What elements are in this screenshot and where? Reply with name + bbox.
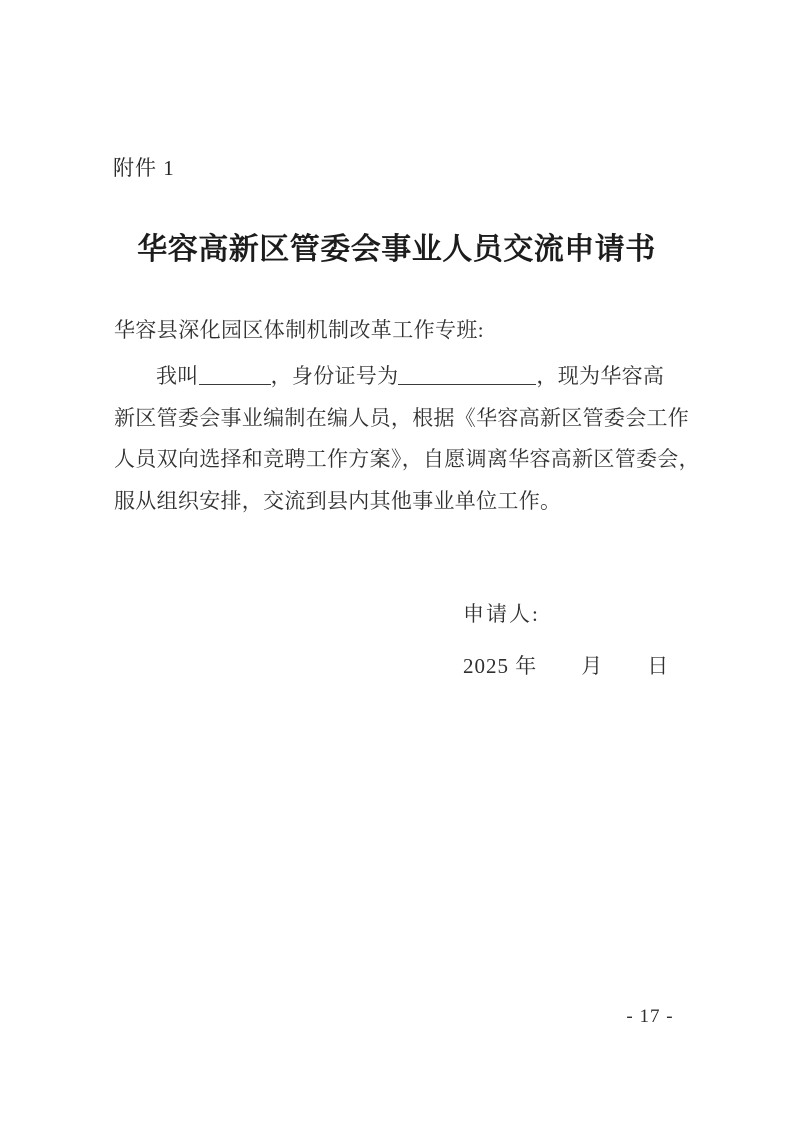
line1-text-before-name: 我叫: [156, 364, 199, 388]
attachment-label: 附件 1: [113, 156, 175, 180]
body-paragraph: [114, 356, 700, 522]
page-number: - 17 -: [626, 1006, 674, 1027]
salutation-line: 华容县深化园区体制机制改革工作专班:: [114, 318, 485, 342]
paragraph-line-1: [114, 356, 690, 398]
paragraph-line-3: 人员双向选择和竞聘工作方案》，自愿调离华容高新区管委会，: [114, 447, 700, 471]
paragraph-line-4: 服从组织安排，交流到县内其他事业单位工作。: [114, 488, 562, 513]
document-title: 华容高新区管委会事业人员交流申请书: [137, 233, 656, 266]
id-number-blank-field: [398, 366, 536, 385]
name-blank-field: [199, 366, 271, 385]
paragraph-line-2: 新区管委会事业编制在编人员，根据《华容高新区管委会工作: [114, 405, 690, 430]
signature-date-line: 2025 年 月 日: [463, 654, 670, 678]
line1-text-after-id: ，现为华容高: [536, 364, 665, 388]
applicant-label: 申请人:: [463, 602, 540, 626]
line1-text-before-id: ，身份证号为: [270, 364, 399, 388]
signature-block: [463, 598, 669, 680]
